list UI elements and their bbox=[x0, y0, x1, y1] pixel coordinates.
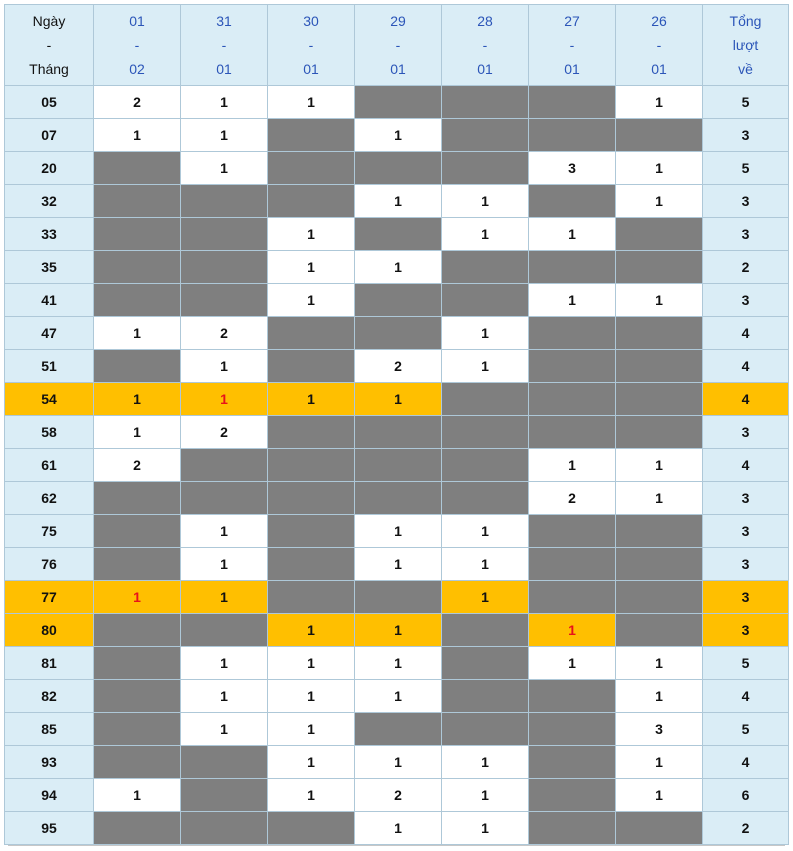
number-cell: 62 bbox=[5, 482, 94, 515]
total-cell: 3 bbox=[703, 515, 789, 548]
count-cell: 1 bbox=[442, 746, 529, 779]
count-cell: 1 bbox=[529, 218, 616, 251]
number-cell: 61 bbox=[5, 449, 94, 482]
number-cell: 20 bbox=[5, 152, 94, 185]
empty-cell bbox=[442, 284, 529, 317]
count-cell: 1 bbox=[268, 251, 355, 284]
table-row bbox=[5, 416, 789, 449]
empty-cell bbox=[268, 317, 355, 350]
empty-cell bbox=[268, 581, 355, 614]
table-row bbox=[5, 185, 789, 218]
table-row bbox=[5, 779, 789, 812]
empty-cell bbox=[529, 515, 616, 548]
header-date-col-5 bbox=[442, 5, 529, 86]
empty-cell bbox=[355, 416, 442, 449]
empty-cell bbox=[268, 449, 355, 482]
empty-cell bbox=[529, 548, 616, 581]
total-cell: 4 bbox=[703, 449, 789, 482]
count-cell: 1 bbox=[442, 581, 529, 614]
empty-cell bbox=[442, 680, 529, 713]
empty-cell bbox=[268, 482, 355, 515]
table-row bbox=[5, 680, 789, 713]
count-cell: 3 bbox=[529, 152, 616, 185]
empty-cell bbox=[94, 812, 181, 845]
total-cell: 2 bbox=[703, 812, 789, 845]
empty-cell bbox=[355, 317, 442, 350]
empty-cell bbox=[355, 713, 442, 746]
header-sep: - bbox=[569, 37, 575, 53]
table-row bbox=[5, 746, 789, 779]
empty-cell bbox=[94, 152, 181, 185]
empty-cell bbox=[94, 251, 181, 284]
count-cell: 1 bbox=[181, 647, 268, 680]
empty-cell bbox=[529, 779, 616, 812]
lottery-frequency-table bbox=[4, 4, 789, 845]
empty-cell bbox=[355, 152, 442, 185]
header-month: 01 bbox=[651, 61, 667, 77]
empty-cell bbox=[94, 482, 181, 515]
total-cell: 3 bbox=[703, 548, 789, 581]
number-cell: 05 bbox=[5, 86, 94, 119]
count-cell: 1 bbox=[355, 119, 442, 152]
empty-cell bbox=[94, 185, 181, 218]
empty-cell bbox=[529, 350, 616, 383]
header-sep: - bbox=[134, 37, 140, 53]
header-month: 01 bbox=[303, 61, 319, 77]
total-cell: 5 bbox=[703, 713, 789, 746]
count-cell: 1 bbox=[181, 680, 268, 713]
table-row bbox=[5, 449, 789, 482]
count-cell: 2 bbox=[94, 86, 181, 119]
count-cell: 1 bbox=[355, 515, 442, 548]
count-cell: 1 bbox=[442, 779, 529, 812]
number-cell: 51 bbox=[5, 350, 94, 383]
empty-cell bbox=[529, 185, 616, 218]
count-cell: 1 bbox=[268, 383, 355, 416]
header-month: 01 bbox=[564, 61, 580, 77]
count-cell: 1 bbox=[616, 482, 703, 515]
empty-cell bbox=[181, 482, 268, 515]
count-cell: 1 bbox=[355, 614, 442, 647]
header-day: 30 bbox=[303, 13, 319, 29]
count-cell: 1 bbox=[442, 548, 529, 581]
total-cell: 4 bbox=[703, 350, 789, 383]
count-cell: 1 bbox=[442, 350, 529, 383]
header-day: 26 bbox=[651, 13, 667, 29]
empty-cell bbox=[442, 86, 529, 119]
empty-cell bbox=[616, 383, 703, 416]
empty-cell bbox=[94, 515, 181, 548]
table-row bbox=[5, 548, 789, 581]
count-cell: 1 bbox=[616, 185, 703, 218]
table-row bbox=[5, 614, 789, 647]
table-row bbox=[5, 812, 789, 845]
empty-cell bbox=[442, 449, 529, 482]
count-cell: 1 bbox=[616, 449, 703, 482]
count-cell: 1 bbox=[181, 548, 268, 581]
table-body bbox=[5, 86, 789, 845]
count-cell: 1 bbox=[355, 185, 442, 218]
count-cell: 1 bbox=[268, 746, 355, 779]
empty-cell bbox=[181, 284, 268, 317]
total-cell: 3 bbox=[703, 185, 789, 218]
empty-cell bbox=[94, 218, 181, 251]
table-row bbox=[5, 218, 789, 251]
number-cell: 95 bbox=[5, 812, 94, 845]
header-line: về bbox=[738, 61, 753, 77]
count-cell: 1 bbox=[355, 251, 442, 284]
total-cell: 3 bbox=[703, 284, 789, 317]
header-sep: - bbox=[395, 37, 401, 53]
number-cell: 35 bbox=[5, 251, 94, 284]
number-cell: 77 bbox=[5, 581, 94, 614]
header-day: 31 bbox=[216, 13, 232, 29]
count-cell: 1 bbox=[94, 581, 181, 614]
count-cell: 1 bbox=[529, 284, 616, 317]
total-cell: 3 bbox=[703, 416, 789, 449]
number-cell: 07 bbox=[5, 119, 94, 152]
empty-cell bbox=[442, 614, 529, 647]
header-date-col-2 bbox=[181, 5, 268, 86]
count-cell: 1 bbox=[355, 680, 442, 713]
empty-cell bbox=[181, 218, 268, 251]
header-line: - bbox=[46, 37, 52, 53]
number-cell: 32 bbox=[5, 185, 94, 218]
empty-cell bbox=[355, 218, 442, 251]
count-cell: 1 bbox=[529, 614, 616, 647]
empty-cell bbox=[268, 152, 355, 185]
empty-cell bbox=[616, 119, 703, 152]
number-cell: 82 bbox=[5, 680, 94, 713]
empty-cell bbox=[181, 812, 268, 845]
empty-cell bbox=[268, 119, 355, 152]
count-cell: 1 bbox=[268, 647, 355, 680]
empty-cell bbox=[616, 350, 703, 383]
total-cell: 3 bbox=[703, 119, 789, 152]
empty-cell bbox=[529, 713, 616, 746]
count-cell: 1 bbox=[355, 383, 442, 416]
empty-cell bbox=[355, 86, 442, 119]
empty-cell bbox=[616, 218, 703, 251]
header-line: Tổng bbox=[729, 13, 762, 29]
empty-cell bbox=[616, 317, 703, 350]
empty-cell bbox=[616, 416, 703, 449]
empty-cell bbox=[616, 812, 703, 845]
header-month: 02 bbox=[129, 61, 145, 77]
number-cell: 85 bbox=[5, 713, 94, 746]
count-cell: 2 bbox=[355, 350, 442, 383]
total-cell: 6 bbox=[703, 779, 789, 812]
empty-cell bbox=[529, 581, 616, 614]
total-cell: 5 bbox=[703, 152, 789, 185]
table-row bbox=[5, 86, 789, 119]
empty-cell bbox=[181, 251, 268, 284]
count-cell: 1 bbox=[616, 647, 703, 680]
count-cell: 1 bbox=[94, 416, 181, 449]
empty-cell bbox=[94, 350, 181, 383]
number-cell: 58 bbox=[5, 416, 94, 449]
total-cell: 5 bbox=[703, 86, 789, 119]
empty-cell bbox=[268, 185, 355, 218]
empty-cell bbox=[442, 383, 529, 416]
header-day: 01 bbox=[129, 13, 145, 29]
number-cell: 33 bbox=[5, 218, 94, 251]
empty-cell bbox=[268, 548, 355, 581]
empty-cell bbox=[442, 647, 529, 680]
empty-cell bbox=[94, 614, 181, 647]
empty-cell bbox=[616, 614, 703, 647]
count-cell: 1 bbox=[442, 515, 529, 548]
header-month: 01 bbox=[216, 61, 232, 77]
empty-cell bbox=[355, 284, 442, 317]
empty-cell bbox=[529, 746, 616, 779]
table-row bbox=[5, 647, 789, 680]
empty-cell bbox=[616, 548, 703, 581]
header-date-col-6 bbox=[529, 5, 616, 86]
total-cell: 4 bbox=[703, 746, 789, 779]
empty-cell bbox=[529, 86, 616, 119]
header-sep: - bbox=[308, 37, 314, 53]
count-cell: 1 bbox=[268, 86, 355, 119]
empty-cell bbox=[355, 449, 442, 482]
count-cell: 1 bbox=[616, 779, 703, 812]
count-cell: 2 bbox=[529, 482, 616, 515]
empty-cell bbox=[442, 416, 529, 449]
count-cell: 1 bbox=[268, 680, 355, 713]
number-cell: 75 bbox=[5, 515, 94, 548]
empty-cell bbox=[616, 251, 703, 284]
header-line: Ngày bbox=[32, 13, 66, 29]
table-row bbox=[5, 713, 789, 746]
count-cell: 1 bbox=[616, 152, 703, 185]
empty-cell bbox=[268, 515, 355, 548]
count-cell: 1 bbox=[442, 317, 529, 350]
header-date-col-1 bbox=[94, 5, 181, 86]
empty-cell bbox=[268, 416, 355, 449]
count-cell: 1 bbox=[268, 614, 355, 647]
empty-cell bbox=[529, 416, 616, 449]
count-cell: 1 bbox=[268, 218, 355, 251]
header-line: lượt bbox=[732, 37, 759, 53]
table-row bbox=[5, 515, 789, 548]
page-fold-divider bbox=[8, 845, 785, 851]
empty-cell bbox=[442, 152, 529, 185]
empty-cell bbox=[94, 548, 181, 581]
empty-cell bbox=[94, 284, 181, 317]
count-cell: 1 bbox=[616, 680, 703, 713]
empty-cell bbox=[181, 185, 268, 218]
number-cell: 94 bbox=[5, 779, 94, 812]
count-cell: 1 bbox=[268, 713, 355, 746]
total-cell: 4 bbox=[703, 383, 789, 416]
empty-cell bbox=[442, 251, 529, 284]
count-cell: 3 bbox=[616, 713, 703, 746]
empty-cell bbox=[529, 383, 616, 416]
number-cell: 41 bbox=[5, 284, 94, 317]
table-row bbox=[5, 152, 789, 185]
count-cell: 1 bbox=[181, 713, 268, 746]
count-cell: 2 bbox=[181, 317, 268, 350]
empty-cell bbox=[268, 812, 355, 845]
header-date-col-3 bbox=[268, 5, 355, 86]
total-cell: 2 bbox=[703, 251, 789, 284]
header-date-col-7 bbox=[616, 5, 703, 86]
header-day: 27 bbox=[564, 13, 580, 29]
total-cell: 4 bbox=[703, 680, 789, 713]
table-row bbox=[5, 581, 789, 614]
empty-cell bbox=[181, 746, 268, 779]
empty-cell bbox=[355, 482, 442, 515]
empty-cell bbox=[529, 119, 616, 152]
empty-cell bbox=[529, 680, 616, 713]
empty-cell bbox=[181, 449, 268, 482]
count-cell: 1 bbox=[355, 746, 442, 779]
total-cell: 3 bbox=[703, 581, 789, 614]
header-total bbox=[703, 5, 789, 86]
number-cell: 54 bbox=[5, 383, 94, 416]
header-date-col-4 bbox=[355, 5, 442, 86]
empty-cell bbox=[529, 251, 616, 284]
total-cell: 5 bbox=[703, 647, 789, 680]
header-row bbox=[5, 5, 789, 86]
table-row bbox=[5, 383, 789, 416]
count-cell: 1 bbox=[181, 383, 268, 416]
count-cell: 1 bbox=[181, 581, 268, 614]
count-cell: 1 bbox=[181, 119, 268, 152]
count-cell: 1 bbox=[442, 185, 529, 218]
count-cell: 1 bbox=[268, 779, 355, 812]
count-cell: 1 bbox=[94, 119, 181, 152]
count-cell: 2 bbox=[181, 416, 268, 449]
count-cell: 1 bbox=[355, 548, 442, 581]
count-cell: 1 bbox=[181, 350, 268, 383]
count-cell: 1 bbox=[616, 284, 703, 317]
empty-cell bbox=[442, 482, 529, 515]
table-row bbox=[5, 482, 789, 515]
count-cell: 1 bbox=[181, 515, 268, 548]
number-cell: 93 bbox=[5, 746, 94, 779]
header-line: Tháng bbox=[29, 61, 69, 77]
count-cell: 1 bbox=[94, 317, 181, 350]
header-date-month bbox=[5, 5, 94, 86]
empty-cell bbox=[94, 647, 181, 680]
count-cell: 1 bbox=[94, 779, 181, 812]
total-cell: 3 bbox=[703, 482, 789, 515]
empty-cell bbox=[529, 317, 616, 350]
table-row bbox=[5, 317, 789, 350]
number-cell: 47 bbox=[5, 317, 94, 350]
empty-cell bbox=[94, 680, 181, 713]
header-month: 01 bbox=[477, 61, 493, 77]
table-row bbox=[5, 350, 789, 383]
table-row bbox=[5, 284, 789, 317]
count-cell: 2 bbox=[355, 779, 442, 812]
header-sep: - bbox=[656, 37, 662, 53]
empty-cell bbox=[442, 119, 529, 152]
number-cell: 76 bbox=[5, 548, 94, 581]
empty-cell bbox=[94, 746, 181, 779]
table-row bbox=[5, 251, 789, 284]
empty-cell bbox=[616, 515, 703, 548]
count-cell: 1 bbox=[355, 812, 442, 845]
empty-cell bbox=[529, 812, 616, 845]
count-cell: 1 bbox=[616, 86, 703, 119]
total-cell: 3 bbox=[703, 614, 789, 647]
header-day: 28 bbox=[477, 13, 493, 29]
header-sep: - bbox=[221, 37, 227, 53]
count-cell: 1 bbox=[268, 284, 355, 317]
count-cell: 2 bbox=[94, 449, 181, 482]
header-month: 01 bbox=[390, 61, 406, 77]
number-cell: 81 bbox=[5, 647, 94, 680]
table-row bbox=[5, 119, 789, 152]
empty-cell bbox=[355, 581, 442, 614]
count-cell: 1 bbox=[181, 152, 268, 185]
header-day: 29 bbox=[390, 13, 406, 29]
empty-cell bbox=[181, 614, 268, 647]
count-cell: 1 bbox=[181, 86, 268, 119]
empty-cell bbox=[442, 713, 529, 746]
count-cell: 1 bbox=[616, 746, 703, 779]
empty-cell bbox=[181, 779, 268, 812]
count-cell: 1 bbox=[442, 812, 529, 845]
header-sep: - bbox=[482, 37, 488, 53]
count-cell: 1 bbox=[529, 647, 616, 680]
number-cell: 80 bbox=[5, 614, 94, 647]
count-cell: 1 bbox=[529, 449, 616, 482]
total-cell: 4 bbox=[703, 317, 789, 350]
empty-cell bbox=[94, 713, 181, 746]
total-cell: 3 bbox=[703, 218, 789, 251]
empty-cell bbox=[616, 581, 703, 614]
count-cell: 1 bbox=[94, 383, 181, 416]
count-cell: 1 bbox=[355, 647, 442, 680]
count-cell: 1 bbox=[442, 218, 529, 251]
empty-cell bbox=[268, 350, 355, 383]
